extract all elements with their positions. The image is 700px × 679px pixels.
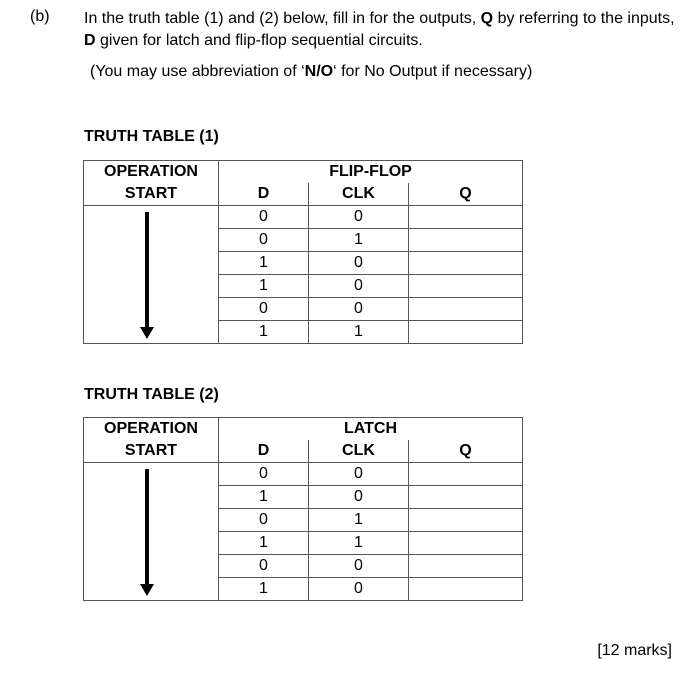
clk-cell: 0 — [309, 463, 409, 486]
truth-table-2 — [83, 417, 523, 601]
q-output-cell[interactable] — [409, 275, 523, 298]
operation-cell — [84, 532, 219, 555]
q-bold: Q — [480, 10, 494, 27]
clk-cell: 1 — [309, 229, 409, 252]
truth-table-1 — [83, 160, 523, 344]
d-cell: 0 — [219, 298, 309, 321]
operation-cell — [84, 555, 219, 578]
note-part: (You may use abbreviation of ‘ — [90, 63, 305, 80]
table-row — [84, 463, 523, 486]
operation-cell — [84, 252, 219, 275]
d-cell: 1 — [219, 321, 309, 344]
clk-cell: 0 — [309, 555, 409, 578]
operation-cell — [84, 275, 219, 298]
question-text — [84, 8, 684, 52]
operation-arrow-shaft — [145, 469, 149, 585]
clk-cell: 0 — [309, 275, 409, 298]
marks-label: [12 marks] — [597, 642, 672, 659]
q-output-cell[interactable] — [409, 206, 523, 229]
question-text-part: given for latch and flip-flop sequential circuits. — [95, 32, 423, 49]
question-text-part: In the truth table (1) and (2) below, fill in for the outputs, — [84, 10, 481, 27]
operation-cell — [84, 509, 219, 532]
start-header: START — [84, 440, 219, 463]
table-row — [84, 206, 523, 229]
table-row — [84, 275, 523, 298]
col-q-header: Q — [409, 440, 523, 463]
q-output-cell[interactable] — [409, 532, 523, 555]
q-output-cell[interactable] — [409, 509, 523, 532]
clk-cell: 0 — [309, 578, 409, 601]
note-part: ‘ for No Output if necessary) — [333, 63, 533, 80]
q-output-cell[interactable] — [409, 486, 523, 509]
clk-cell: 0 — [309, 252, 409, 275]
no-output-abbrev: N/O — [304, 63, 334, 80]
q-output-cell[interactable] — [409, 555, 523, 578]
abbreviation-note — [90, 63, 532, 81]
clk-cell: 1 — [309, 321, 409, 344]
start-header: START — [84, 183, 219, 206]
col-clk-header: CLK — [309, 183, 409, 206]
q-output-cell[interactable] — [409, 321, 523, 344]
table-row — [84, 486, 523, 509]
operation-cell — [84, 206, 219, 229]
clk-cell: 0 — [309, 206, 409, 229]
d-bold: D — [84, 32, 96, 49]
operation-cell — [84, 298, 219, 321]
q-output-cell[interactable] — [409, 252, 523, 275]
question-label: (b) — [30, 8, 50, 25]
arrow-down-icon — [140, 584, 154, 596]
table-row — [84, 532, 523, 555]
arrow-down-icon — [140, 327, 154, 339]
d-cell: 0 — [219, 509, 309, 532]
operation-cell — [84, 486, 219, 509]
d-cell: 1 — [219, 486, 309, 509]
col-clk-header: CLK — [309, 440, 409, 463]
operation-cell — [84, 463, 219, 486]
table-row — [84, 252, 523, 275]
col-q-header: Q — [409, 183, 523, 206]
q-output-cell[interactable] — [409, 463, 523, 486]
operation-arrow-shaft — [145, 212, 149, 328]
d-cell: 0 — [219, 206, 309, 229]
table-row — [84, 298, 523, 321]
clk-cell: 0 — [309, 486, 409, 509]
operation-cell — [84, 229, 219, 252]
flip-flop-header: FLIP-FLOP — [219, 161, 523, 184]
clk-cell: 1 — [309, 532, 409, 555]
table-row — [84, 509, 523, 532]
truth-table-1-title: TRUTH TABLE (1) — [84, 128, 219, 145]
latch-header: LATCH — [219, 418, 523, 441]
question-text-part: by referring to the inputs, — [493, 10, 675, 27]
d-cell: 1 — [219, 252, 309, 275]
d-cell: 0 — [219, 229, 309, 252]
d-cell: 0 — [219, 555, 309, 578]
col-d-header: D — [219, 440, 309, 463]
table-row — [84, 555, 523, 578]
operation-header: OPERATION — [84, 418, 219, 441]
truth-table-2-title: TRUTH TABLE (2) — [84, 386, 219, 403]
d-cell: 1 — [219, 275, 309, 298]
d-cell: 1 — [219, 532, 309, 555]
q-output-cell[interactable] — [409, 578, 523, 601]
d-cell: 0 — [219, 463, 309, 486]
clk-cell: 1 — [309, 509, 409, 532]
clk-cell: 0 — [309, 298, 409, 321]
col-d-header: D — [219, 183, 309, 206]
d-cell: 1 — [219, 578, 309, 601]
q-output-cell[interactable] — [409, 298, 523, 321]
table-row — [84, 229, 523, 252]
operation-header: OPERATION — [84, 161, 219, 184]
q-output-cell[interactable] — [409, 229, 523, 252]
